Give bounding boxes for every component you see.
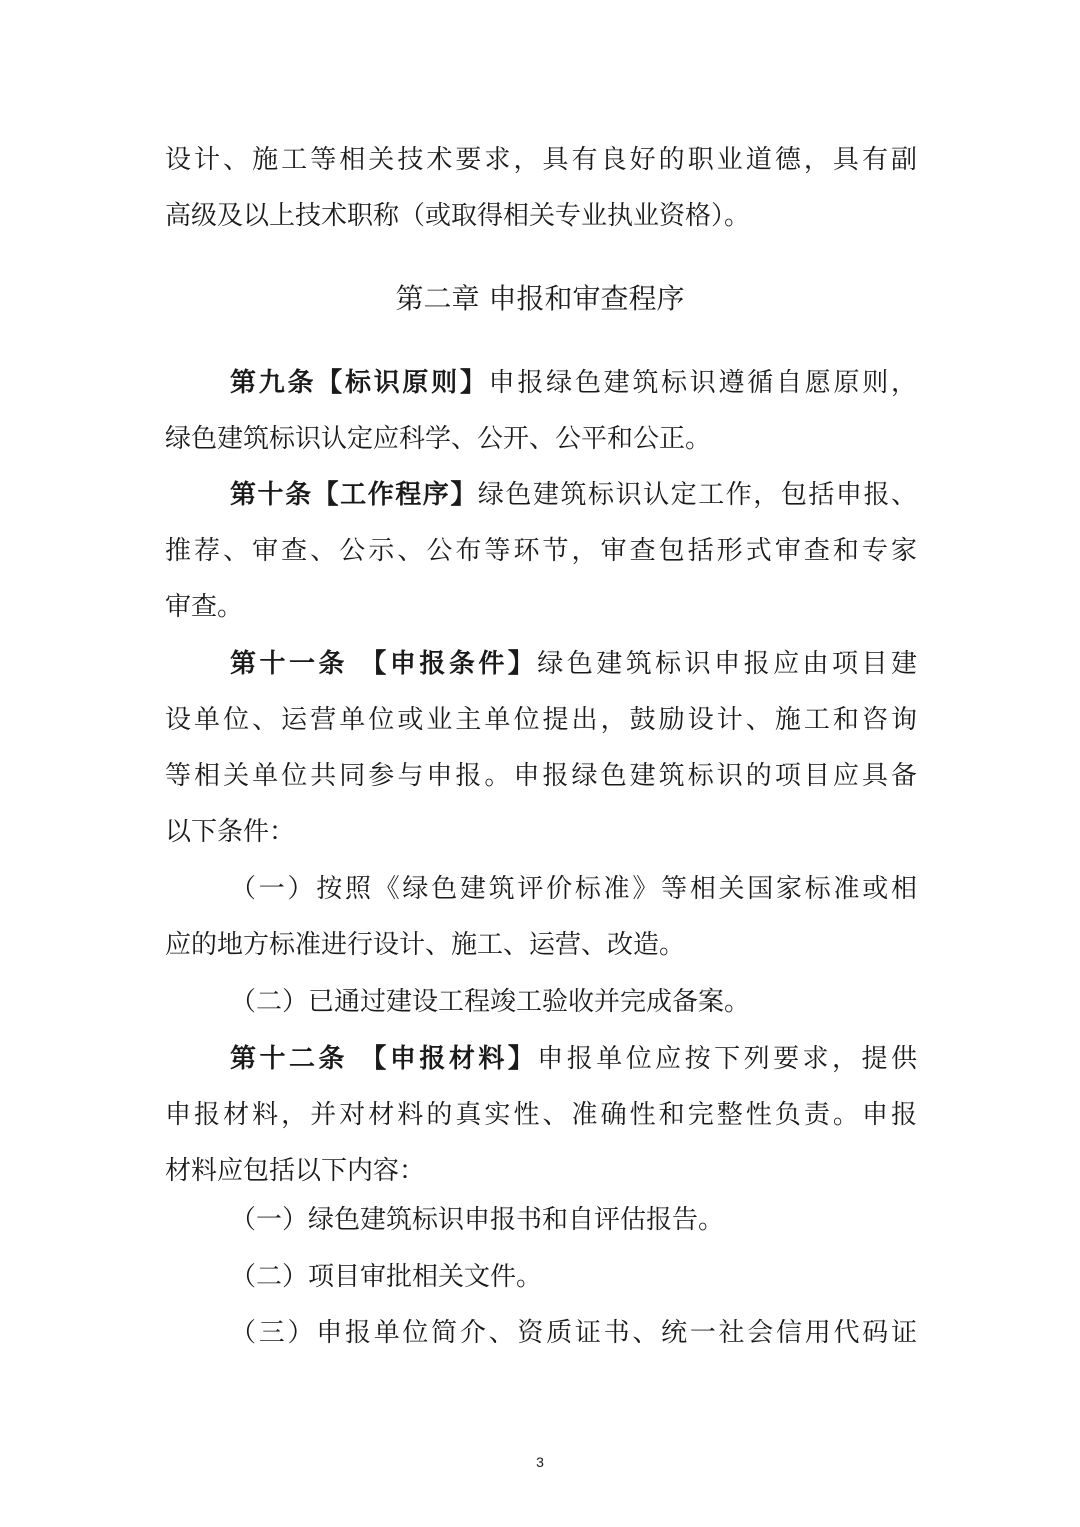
article-9-title: 第九条【标识原则】 <box>230 368 489 398</box>
article-10-text: 绿色建筑标识认定工作，包括申报、 <box>477 480 917 510</box>
paragraph-line: 设单位、运营单位或业主单位提出，鼓励设计、施工和咨询 <box>165 705 917 735</box>
paragraph-line: 推荐、审查、公示、公布等环节，审查包括形式审查和专家 <box>165 536 917 566</box>
paragraph-line: 绿色建筑标识认定应科学、公开、公平和公正。 <box>165 424 712 454</box>
list-item: （二）项目审批相关文件。 <box>230 1262 543 1292</box>
paragraph-line: 等相关单位共同参与申报。申报绿色建筑标识的项目应具备 <box>165 761 917 791</box>
article-11-line-1 <box>230 644 917 684</box>
paragraph-line: 审查。 <box>165 592 244 622</box>
chapter-heading: 第二章 申报和审查程序 <box>395 282 685 315</box>
article-11-text: 绿色建筑标识申报应由项目建 <box>537 649 917 679</box>
paragraph-line: 申报材料，并对材料的真实性、准确性和完整性负责。申报 <box>165 1100 917 1130</box>
list-item: （三）申报单位简介、资质证书、统一社会信用代码证 <box>230 1318 917 1348</box>
article-9-text: 申报绿色建筑标识遵循自愿原则， <box>488 368 917 398</box>
list-item: （二）已通过建设工程竣工验收并完成备案。 <box>230 987 751 1017</box>
article-12-line-1 <box>230 1039 917 1079</box>
paragraph-line: 设计、施工等相关技术要求，具有良好的职业道德，具有副 <box>165 145 917 175</box>
page-number: 3 <box>536 1454 544 1470</box>
list-item: （一）按照《绿色建筑评价标准》等相关国家标准或相 <box>230 874 917 904</box>
article-9-line-1 <box>230 363 917 403</box>
paragraph-line: 应的地方标准进行设计、施工、运营、改造。 <box>165 930 686 960</box>
paragraph-line: 以下条件： <box>165 817 296 847</box>
article-10-line-1 <box>230 475 917 515</box>
article-12-text: 申报单位应按下列要求，提供 <box>537 1044 917 1074</box>
paragraph-line: 材料应包括以下内容： <box>165 1156 426 1186</box>
article-10-title: 第十条【工作程序】 <box>230 480 478 510</box>
paragraph-line: 高级及以上技术职称（或取得相关专业执业资格）。 <box>165 201 751 231</box>
article-12-title: 第十二条 【申报材料】 <box>230 1044 538 1074</box>
list-item: （一）绿色建筑标识申报书和自评估报告。 <box>230 1205 725 1235</box>
article-11-title: 第十一条 【申报条件】 <box>230 649 538 679</box>
